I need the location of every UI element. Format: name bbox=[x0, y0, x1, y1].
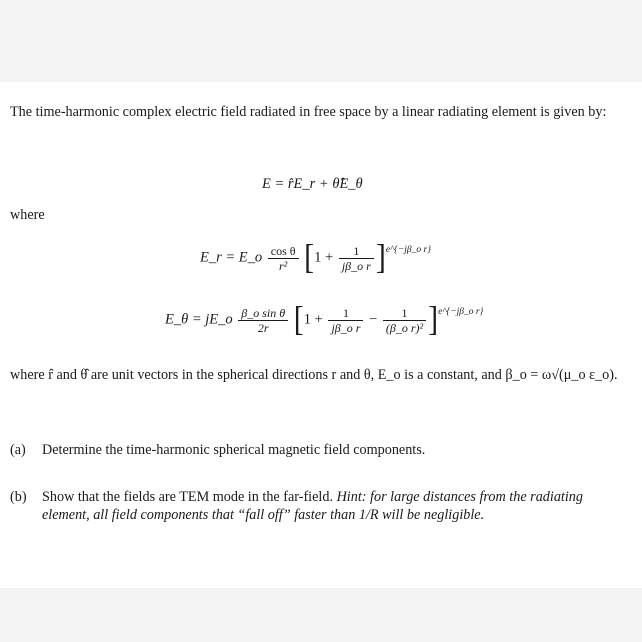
equation-Etheta-inner1-fraction bbox=[328, 306, 363, 335]
equation-Er-lhs: E_r = E_o bbox=[200, 249, 263, 266]
question-b bbox=[10, 488, 622, 524]
equation-Er-inner-fraction bbox=[339, 244, 374, 273]
question-a-label: (a) bbox=[10, 442, 26, 458]
question-a bbox=[10, 441, 622, 459]
where-label: where bbox=[10, 207, 45, 223]
question-b-body bbox=[42, 488, 622, 524]
equation-Etheta-bracket-one: 1 + bbox=[303, 311, 323, 328]
equation-Etheta-inner1-num: 1 bbox=[328, 306, 363, 321]
equation-Etheta-frac-num: β_o sin θ bbox=[238, 306, 288, 321]
equation-total-field-text: E = r̂E_r + θ̂E_θ bbox=[262, 176, 363, 192]
equation-Er-frac-den: r² bbox=[279, 258, 288, 273]
equation-Er-exp: e^{−jβ_o r} bbox=[385, 244, 432, 255]
question-b-label: (b) bbox=[10, 489, 27, 505]
equation-Etheta-inner2-den: (β_o r)² bbox=[385, 320, 424, 335]
equation-Er-inner-den: jβ_o r bbox=[341, 258, 371, 273]
equation-Etheta-exp: e^{−jβ_o r} bbox=[438, 306, 484, 317]
equation-Etheta-inner2-fraction bbox=[383, 306, 426, 335]
equation-Etheta-frac-den: 2r bbox=[257, 320, 269, 335]
intro-paragraph: The time-harmonic complex electric field radiated in free space by a linear radiating element is given by: bbox=[10, 104, 607, 120]
equation-Etheta-inner2-num: 1 bbox=[383, 306, 426, 321]
top-margin-band bbox=[0, 0, 642, 82]
equation-Er-frac-num: cos θ bbox=[268, 244, 299, 259]
left-bracket: [ bbox=[304, 238, 315, 277]
equation-Etheta-inner1-den: jβ_o r bbox=[331, 320, 361, 335]
equation-Etheta bbox=[165, 300, 484, 339]
question-a-text: Determine the time-harmonic spherical magnetic field components. bbox=[42, 442, 426, 458]
equation-Er bbox=[200, 238, 432, 277]
equation-Er-bracket-one: 1 + bbox=[314, 249, 334, 266]
right-bracket: ] bbox=[375, 238, 386, 277]
equation-Er-inner-num: 1 bbox=[339, 244, 374, 259]
bottom-margin-band bbox=[0, 588, 642, 642]
where-paragraph: where r̂ and θ̂ are unit vectors in the spherical directions r and θ, E_o is a constant, and β_o = ω√(μ_o ε_o). bbox=[10, 367, 618, 383]
equation-Etheta-lhs: E_θ = jE_o bbox=[165, 311, 233, 328]
equation-total-field bbox=[262, 176, 363, 193]
equation-Er-fraction bbox=[268, 244, 299, 273]
left-bracket: [ bbox=[293, 300, 304, 339]
question-b-text: Show that the fields are TEM mode in the far-field. bbox=[42, 489, 334, 505]
right-bracket: ] bbox=[428, 300, 439, 339]
question-b-hint: Hint: for large distances from the radiating element, all field components that “fall off” faster than 1/R will be negligible. bbox=[42, 489, 583, 523]
equation-Etheta-minus: − bbox=[369, 311, 378, 328]
equation-Etheta-fraction bbox=[238, 306, 288, 335]
